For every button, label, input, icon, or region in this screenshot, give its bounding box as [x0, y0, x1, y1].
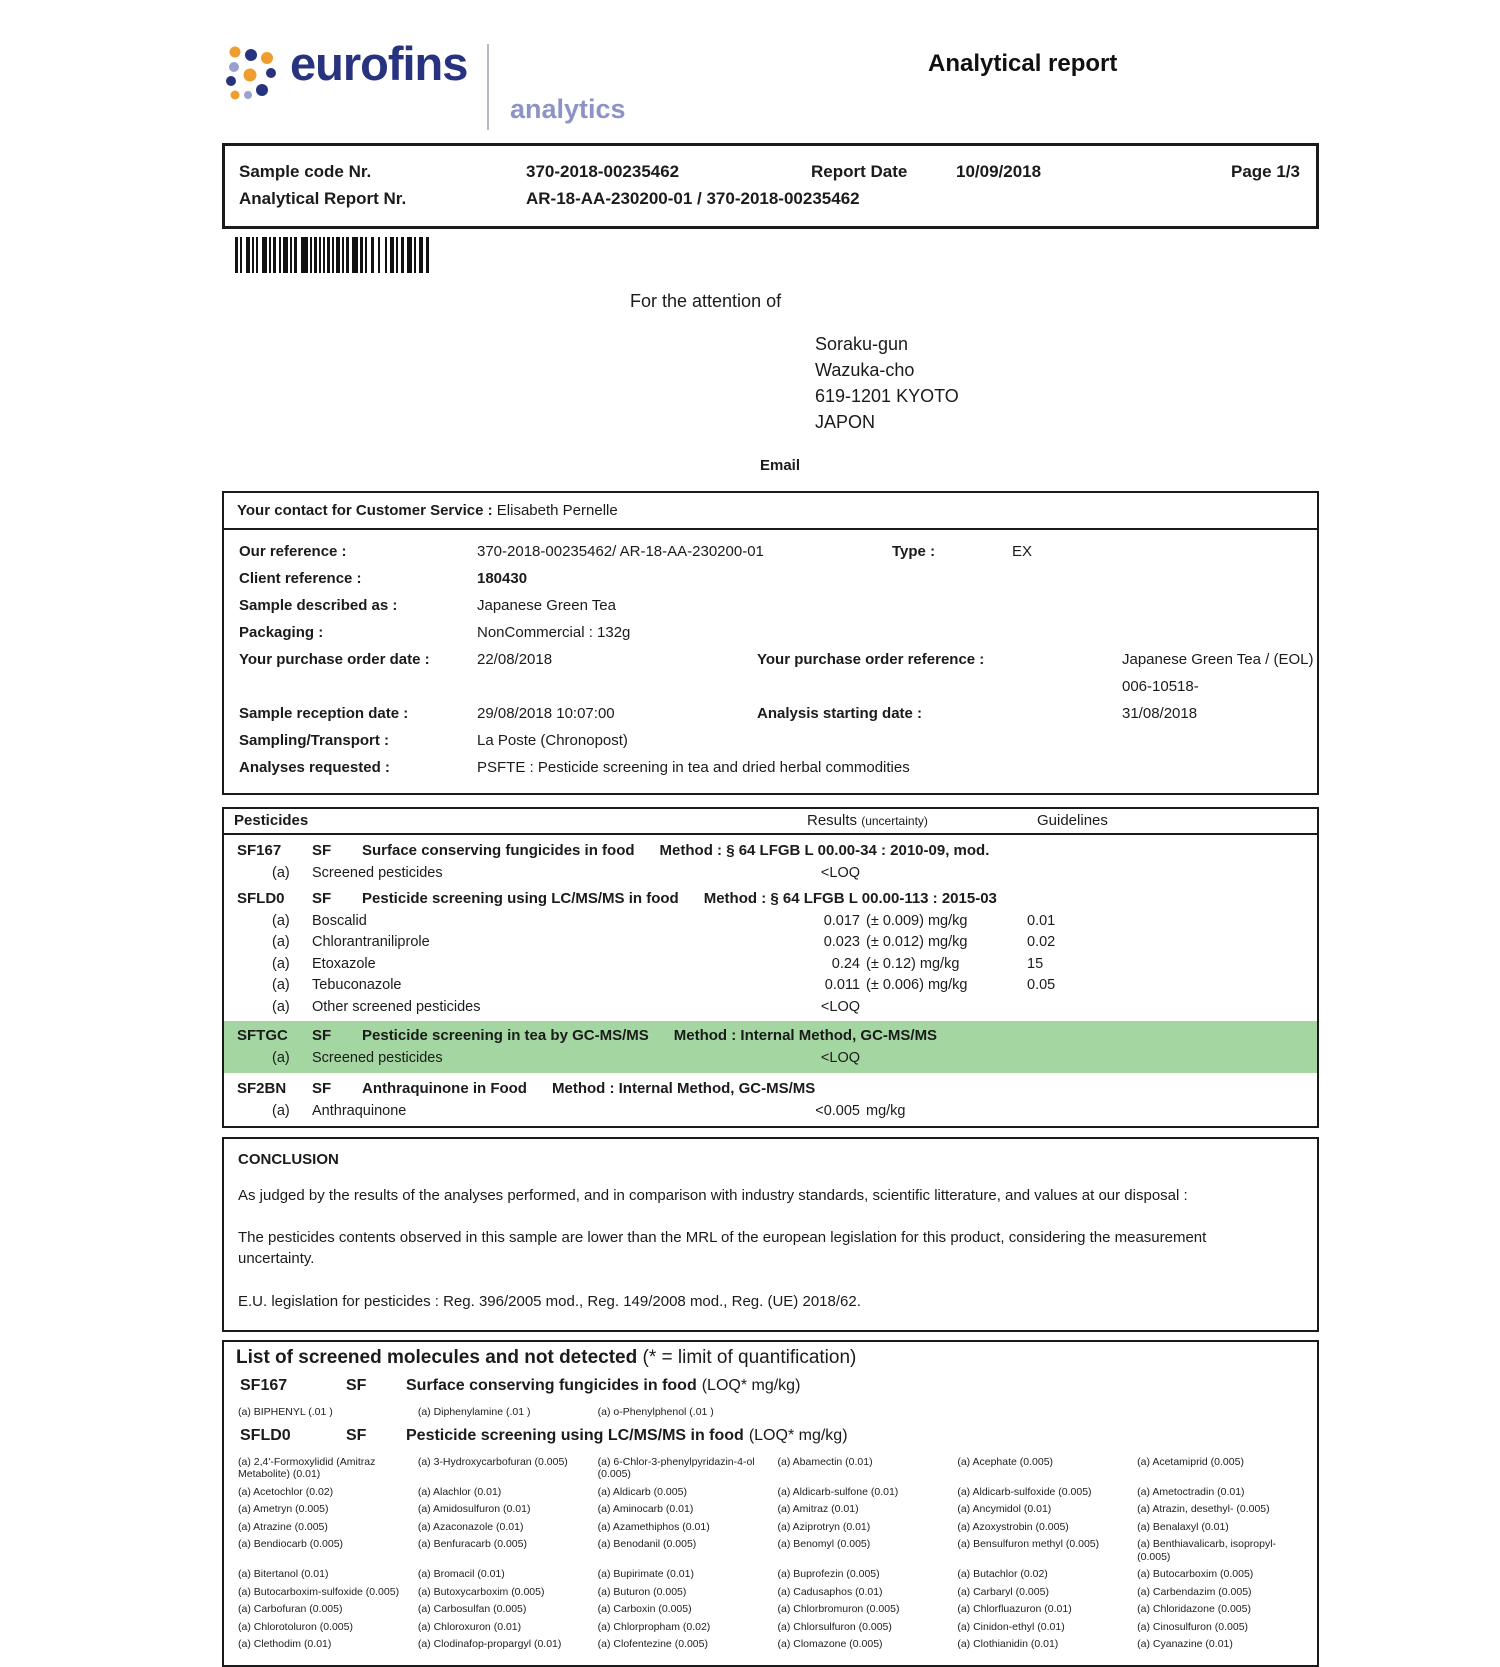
section-header-sfld0 [224, 888, 1317, 909]
sample-info-box [222, 143, 1319, 229]
section-sf: SF [346, 1377, 367, 1394]
molecule-item: (a) Atrazin, desethyl- (0.005) [1137, 1503, 1270, 1515]
molecule-item: (a) Buturon (0.005) [597, 1585, 687, 1598]
row-uncertainty: mg/kg [866, 1102, 906, 1119]
analysis-start-value: 31/08/2018 [1122, 705, 1198, 722]
report-page [222, 0, 1319, 1667]
molecule-item: (a) Azamethiphos (0.01) [597, 1520, 710, 1533]
our-reference-row [224, 538, 1317, 565]
section-code: SFLD0 [240, 1426, 291, 1444]
molecule-item: (a) Bromacil (0.01) [417, 1568, 505, 1580]
section-loq: (LOQ* mg/kg) [701, 1377, 801, 1394]
client-reference-row [224, 565, 1317, 592]
molecule-item: (a) Chlorfluazuron (0.01) [957, 1603, 1072, 1615]
conclusion-paragraph: E.U. legislation for pesticides : Reg. 396/2005 mod., Reg. 149/2008 mod., Reg. (UE) 2018/62. [238, 1293, 861, 1310]
section-code: SFTGC [237, 1027, 288, 1044]
row-result: 0.023 [823, 934, 860, 950]
row-result: 0.24 [831, 955, 860, 972]
molecule-item: (a) Carboxin (0.005) [597, 1603, 692, 1615]
section-method: Method : § 64 LFGB L 00.00-113 : 2015-03 [703, 889, 997, 907]
row-name: Anthraquinone [312, 1102, 407, 1119]
row-guideline [1027, 1102, 1317, 1121]
row-uncertainty: (± 0.012) mg/kg [866, 934, 968, 950]
molecule-item: (a) Abamectin (0.01) [777, 1455, 873, 1468]
row-uncertainty [860, 998, 1027, 1017]
molecule-item: (a) BIPHENYL (.01 ) [238, 1406, 333, 1418]
section-header-sf2bn [224, 1078, 1317, 1099]
reference-rows [224, 530, 1317, 793]
row-guideline: 15 [1027, 955, 1044, 972]
transport-value: La Poste (Chronopost) [477, 732, 628, 749]
molecule-item: (a) Cyanazine (0.01) [1137, 1638, 1233, 1650]
email-label: Email [760, 457, 801, 474]
section-method: Method : Internal Method, GC-MS/MS [551, 1079, 816, 1097]
customer-service-label: Your contact for Customer Service : [237, 502, 493, 519]
molecule-item: (a) Benalaxyl (0.01) [1137, 1520, 1229, 1533]
client-reference-label: Client reference : [239, 570, 362, 587]
molecule-item: (a) Chlorpropham (0.02) [597, 1620, 711, 1633]
molecule-item: (a) Clodinafop-propargyl (0.01) [417, 1638, 562, 1650]
result-row [224, 1049, 1317, 1068]
section-name: Pesticide screening in tea by GC-MS/MS [362, 1027, 649, 1044]
packaging-label: Packaging : [239, 624, 324, 641]
logo-divider [487, 44, 489, 130]
section-sf: SF [312, 842, 332, 859]
molecule-item: (a) Butocarboxim (0.005) [1137, 1568, 1254, 1580]
type-value: EX [1012, 543, 1033, 560]
page-number: Page 1/3 [1231, 162, 1300, 181]
section-name: Anthraquinone in Food [362, 1079, 527, 1097]
row-uncertainty: (± 0.12) mg/kg [866, 955, 960, 972]
sample-code-row [239, 158, 1300, 185]
analysis-start-label: Analysis starting date : [757, 705, 923, 722]
sample-code-value: 370-2018-00235462 [526, 162, 680, 181]
result-row [224, 955, 1317, 974]
molecule-item: (a) Benfuracarb (0.005) [417, 1538, 527, 1550]
section-code: SFLD0 [237, 889, 285, 907]
po-ref-value: Japanese Green Tea / (EOL) 006-10518- [1122, 651, 1314, 695]
screened-list-title-suffix: (* = limit of quantification) [642, 1347, 857, 1368]
row-a: (a) [272, 934, 290, 950]
molecule-item: (a) Cinidon-ethyl (0.01) [957, 1620, 1065, 1633]
address-line: Wazuka-cho [815, 360, 915, 380]
row-result: <LOQ [820, 998, 860, 1015]
section-code: SF167 [240, 1377, 288, 1394]
attention-block [222, 273, 1319, 491]
molecule-item: (a) Chlorsulfuron (0.005) [777, 1620, 892, 1633]
molecule-item: (a) Ametryn (0.005) [238, 1503, 329, 1515]
molecule-item: (a) Chlorbromuron (0.005) [777, 1603, 900, 1615]
guidelines-header-label: Guidelines [1037, 812, 1108, 829]
section-sf: SF [312, 1079, 332, 1097]
row-a: (a) [272, 998, 290, 1015]
molecule-item: (a) Carbofuran (0.005) [238, 1603, 343, 1615]
section-header-sftgc [224, 1025, 1317, 1046]
section-name: Surface conserving fungicides in food [406, 1377, 697, 1394]
row-name: Etoxazole [312, 955, 376, 972]
section-code: SF167 [237, 842, 282, 859]
row-uncertainty [860, 864, 1027, 883]
reception-label: Sample reception date : [239, 705, 409, 722]
molecule-item: (a) 3-Hydroxycarbofuran (0.005) [417, 1455, 568, 1468]
pesticides-table-header [224, 809, 1317, 835]
row-a: (a) [272, 912, 290, 929]
report-nr-label: Analytical Report Nr. [239, 189, 407, 208]
results-label: Results [807, 812, 858, 829]
molecule-item: (a) Butachlor (0.02) [957, 1568, 1048, 1580]
sample-described-row [224, 592, 1317, 619]
molecule-item: (a) Buprofezin (0.005) [777, 1568, 880, 1580]
section-method: Method : § 64 LFGB L 00.00-34 : 2010-09, mod. [659, 842, 990, 859]
report-date-value: 10/09/2018 [956, 162, 1042, 181]
molecule-item: (a) Atrazine (0.005) [238, 1520, 328, 1533]
molecule-item: (a) Alachlor (0.01) [417, 1485, 502, 1498]
result-row [224, 912, 1317, 931]
result-row [224, 998, 1317, 1017]
po-date-value: 22/08/2018 [477, 651, 553, 668]
packaging-value: NonCommercial : 132g [477, 624, 631, 641]
uncertainty-label: (uncertainty) [861, 814, 928, 828]
row-a: (a) [272, 1102, 290, 1119]
molecule-item: (a) Bitertanol (0.01) [238, 1568, 329, 1580]
reception-row [224, 700, 1317, 727]
section-header-sf167 [224, 840, 1317, 861]
molecule-item: (a) Carbaryl (0.005) [957, 1585, 1049, 1598]
result-row [224, 864, 1317, 883]
molecule-item: (a) o-Phenylphenol (.01 ) [597, 1406, 714, 1418]
molecule-item: (a) Chloroxuron (0.01) [417, 1620, 522, 1633]
report-nr-row [239, 185, 1300, 212]
molecule-item: (a) Clofentezine (0.005) [597, 1638, 708, 1650]
result-row [224, 976, 1317, 995]
pesticides-results-box [222, 807, 1319, 1128]
section-sf: SF [346, 1426, 367, 1444]
molecule-item: (a) 2,4'-Formoxylidid (Amitraz Metabolite) (0.01) [238, 1455, 376, 1480]
molecule-item: (a) Benodanil (0.005) [597, 1538, 697, 1550]
molecule-item: (a) Benomyl (0.005) [777, 1538, 871, 1550]
conclusion-paragraph: As judged by the results of the analyses performed, and in comparison with industry standards, scientific litterature, and values at our disposal : [238, 1187, 1188, 1204]
molecule-item: (a) Clothianidin (0.01) [957, 1638, 1059, 1650]
analyses-value: PSFTE : Pesticide screening in tea and dried herbal commodities [477, 759, 910, 776]
molecule-item: (a) Ancymidol (0.01) [957, 1503, 1052, 1515]
screened-list-title [236, 1347, 1307, 1369]
row-name: Other screened pesticides [312, 998, 481, 1015]
molecule-item: (a) Cadusaphos (0.01) [777, 1585, 883, 1598]
result-row [224, 933, 1317, 952]
po-date-label: Your purchase order date : [239, 651, 430, 668]
molecule-item: (a) Butocarboxim-sulfoxide (0.005) [238, 1585, 400, 1598]
transport-row [224, 727, 1317, 754]
row-result: 0.017 [823, 912, 860, 929]
address-line: JAPON [815, 412, 876, 432]
molecule-item: (a) Aziprotryn (0.01) [777, 1520, 871, 1533]
molecule-item: (a) Bupirimate (0.01) [597, 1568, 694, 1580]
molecule-item: (a) Aminocarb (0.01) [597, 1503, 694, 1515]
customer-service-value: Elisabeth Pernelle [496, 502, 618, 519]
row-name: Screened pesticides [312, 865, 443, 881]
molecule-list-sfld0 [238, 1456, 1307, 1651]
reception-value: 29/08/2018 10:07:00 [477, 705, 615, 722]
po-ref-label: Your purchase order reference : [757, 651, 985, 668]
recipient-address [815, 331, 959, 435]
row-name: Boscalid [312, 912, 367, 929]
results-header-label [807, 812, 928, 829]
type-label: Type : [892, 543, 936, 560]
reference-info-box [222, 491, 1319, 795]
molecule-item: (a) Acetamiprid (0.005) [1137, 1455, 1244, 1468]
molecule-item: (a) Carbendazim (0.005) [1137, 1585, 1252, 1598]
row-guideline: 0.01 [1027, 912, 1056, 929]
conclusion-box [222, 1137, 1319, 1332]
molecule-item: (a) Bensulfuron methyl (0.005) [957, 1538, 1100, 1550]
address-line: Soraku-gun [815, 334, 909, 354]
sample-code-label: Sample code Nr. [239, 162, 372, 181]
eurofins-logo [222, 36, 467, 106]
row-a: (a) [272, 1050, 290, 1066]
molecule-item: (a) Clomazone (0.005) [777, 1638, 883, 1650]
brand-name: eurofins [290, 37, 468, 90]
molecule-item: (a) Bendiocarb (0.005) [238, 1538, 344, 1550]
pesticides-header-label: Pesticides [234, 812, 309, 829]
address-line: 619-1201 KYOTO [815, 386, 959, 406]
row-guideline [1027, 998, 1317, 1017]
molecule-item: (a) Amitraz (0.01) [777, 1503, 859, 1515]
conclusion-paragraph: The pesticides contents observed in this sample are lower than the MRL of the european legislation for this product, considering the measurement uncertainty. [238, 1229, 1207, 1267]
molecule-item: (a) Clethodim (0.01) [238, 1638, 332, 1650]
section-sf: SF [312, 1027, 332, 1044]
row-guideline: 0.05 [1027, 977, 1056, 993]
eurofins-logo-icon [222, 42, 282, 106]
row-result: 0.011 [824, 977, 860, 993]
our-reference-label: Our reference : [239, 543, 347, 560]
analyses-label: Analyses requested : [239, 759, 390, 776]
row-a: (a) [272, 977, 290, 993]
molecule-item: (a) Acetochlor (0.02) [238, 1485, 334, 1498]
row-uncertainty: (± 0.006) mg/kg [866, 977, 968, 993]
transport-label: Sampling/Transport : [239, 732, 390, 749]
analyses-row [224, 754, 1317, 781]
row-a: (a) [272, 955, 290, 972]
molecule-item: (a) Butoxycarboxim (0.005) [417, 1585, 545, 1598]
row-name: Chlorantraniliprole [312, 934, 430, 950]
section-method: Method : Internal Method, GC-MS/MS [673, 1027, 938, 1044]
molecule-item: (a) 6-Chlor-3-phenylpyridazin-4-ol (0.005) [597, 1455, 755, 1480]
row-guideline [1027, 1049, 1317, 1068]
row-guideline [1027, 864, 1317, 883]
report-date-label: Report Date [811, 162, 908, 181]
section-code: SF2BN [237, 1079, 287, 1097]
molecule-item: (a) Chlorotoluron (0.005) [238, 1620, 353, 1633]
purchase-order-row [224, 646, 1317, 700]
client-reference-value: 180430 [477, 570, 528, 587]
section-sf: SF [312, 889, 332, 907]
molecule-item: (a) Azoxystrobin (0.005) [957, 1520, 1069, 1533]
our-reference-value: 370-2018-00235462/ AR-18-AA-230200-01 [477, 543, 764, 560]
customer-service-row [224, 493, 1317, 530]
sample-described-label: Sample described as : [239, 597, 398, 614]
row-guideline: 0.02 [1027, 934, 1056, 950]
attention-label: For the attention of [630, 291, 782, 311]
sample-described-value: Japanese Green Tea [477, 597, 616, 614]
molecule-item: (a) Carbosulfan (0.005) [417, 1603, 527, 1615]
row-uncertainty [860, 1049, 1027, 1068]
conclusion-title: CONCLUSION [238, 1151, 339, 1168]
molecule-item: (a) Chloridazone (0.005) [1137, 1603, 1251, 1615]
row-result: <LOQ [820, 1050, 860, 1066]
molecule-item: (a) Aldicarb-sulfone (0.01) [777, 1485, 899, 1498]
molecule-item: (a) Aldicarb-sulfoxide (0.005) [957, 1485, 1092, 1498]
row-uncertainty: (± 0.009) mg/kg [866, 912, 968, 929]
molecule-item: (a) Amidosulfuron (0.01) [417, 1503, 531, 1515]
result-row [224, 1102, 1317, 1121]
molecule-list-sf167 [238, 1406, 1307, 1419]
screened-molecules-box [222, 1340, 1319, 1667]
molecule-item: (a) Diphenylamine (.01 ) [417, 1406, 531, 1418]
molecule-item: (a) Benthiavalicarb, isopropyl- (0.005) [1137, 1538, 1277, 1563]
brand-sub-name: analytics [510, 94, 626, 124]
section-name: Pesticide screening using LC/MS/MS in food [362, 889, 679, 907]
section-name: Surface conserving fungicides in food [362, 842, 635, 859]
molecule-item: (a) Ametoctradin (0.01) [1137, 1485, 1245, 1498]
report-nr-value: AR-18-AA-230200-01 / 370-2018-00235462 [526, 189, 860, 208]
molecule-item: (a) Cinosulfuron (0.005) [1137, 1620, 1249, 1633]
packaging-row [224, 619, 1317, 646]
screened-list-title-bold: List of screened molecules and not detected [236, 1347, 638, 1368]
section-name: Pesticide screening using LC/MS/MS in food [406, 1426, 744, 1444]
row-a: (a) [272, 865, 290, 881]
list-section-header-sf167 [236, 1375, 1307, 1397]
molecule-item: (a) Azaconazole (0.01) [417, 1520, 524, 1533]
page-title: Analytical report [928, 50, 1118, 77]
list-section-header-sfld0 [236, 1425, 1307, 1447]
row-name: Screened pesticides [312, 1050, 443, 1066]
row-name: Tebuconazole [312, 977, 402, 993]
row-result: <0.005 [815, 1102, 860, 1119]
highlighted-section-sftgc [224, 1021, 1317, 1073]
molecule-item: (a) Acephate (0.005) [957, 1455, 1054, 1468]
section-loq: (LOQ* mg/kg) [748, 1426, 848, 1444]
barcode [235, 237, 433, 273]
row-result: <LOQ [820, 865, 860, 881]
molecule-item: (a) Aldicarb (0.005) [597, 1485, 687, 1498]
